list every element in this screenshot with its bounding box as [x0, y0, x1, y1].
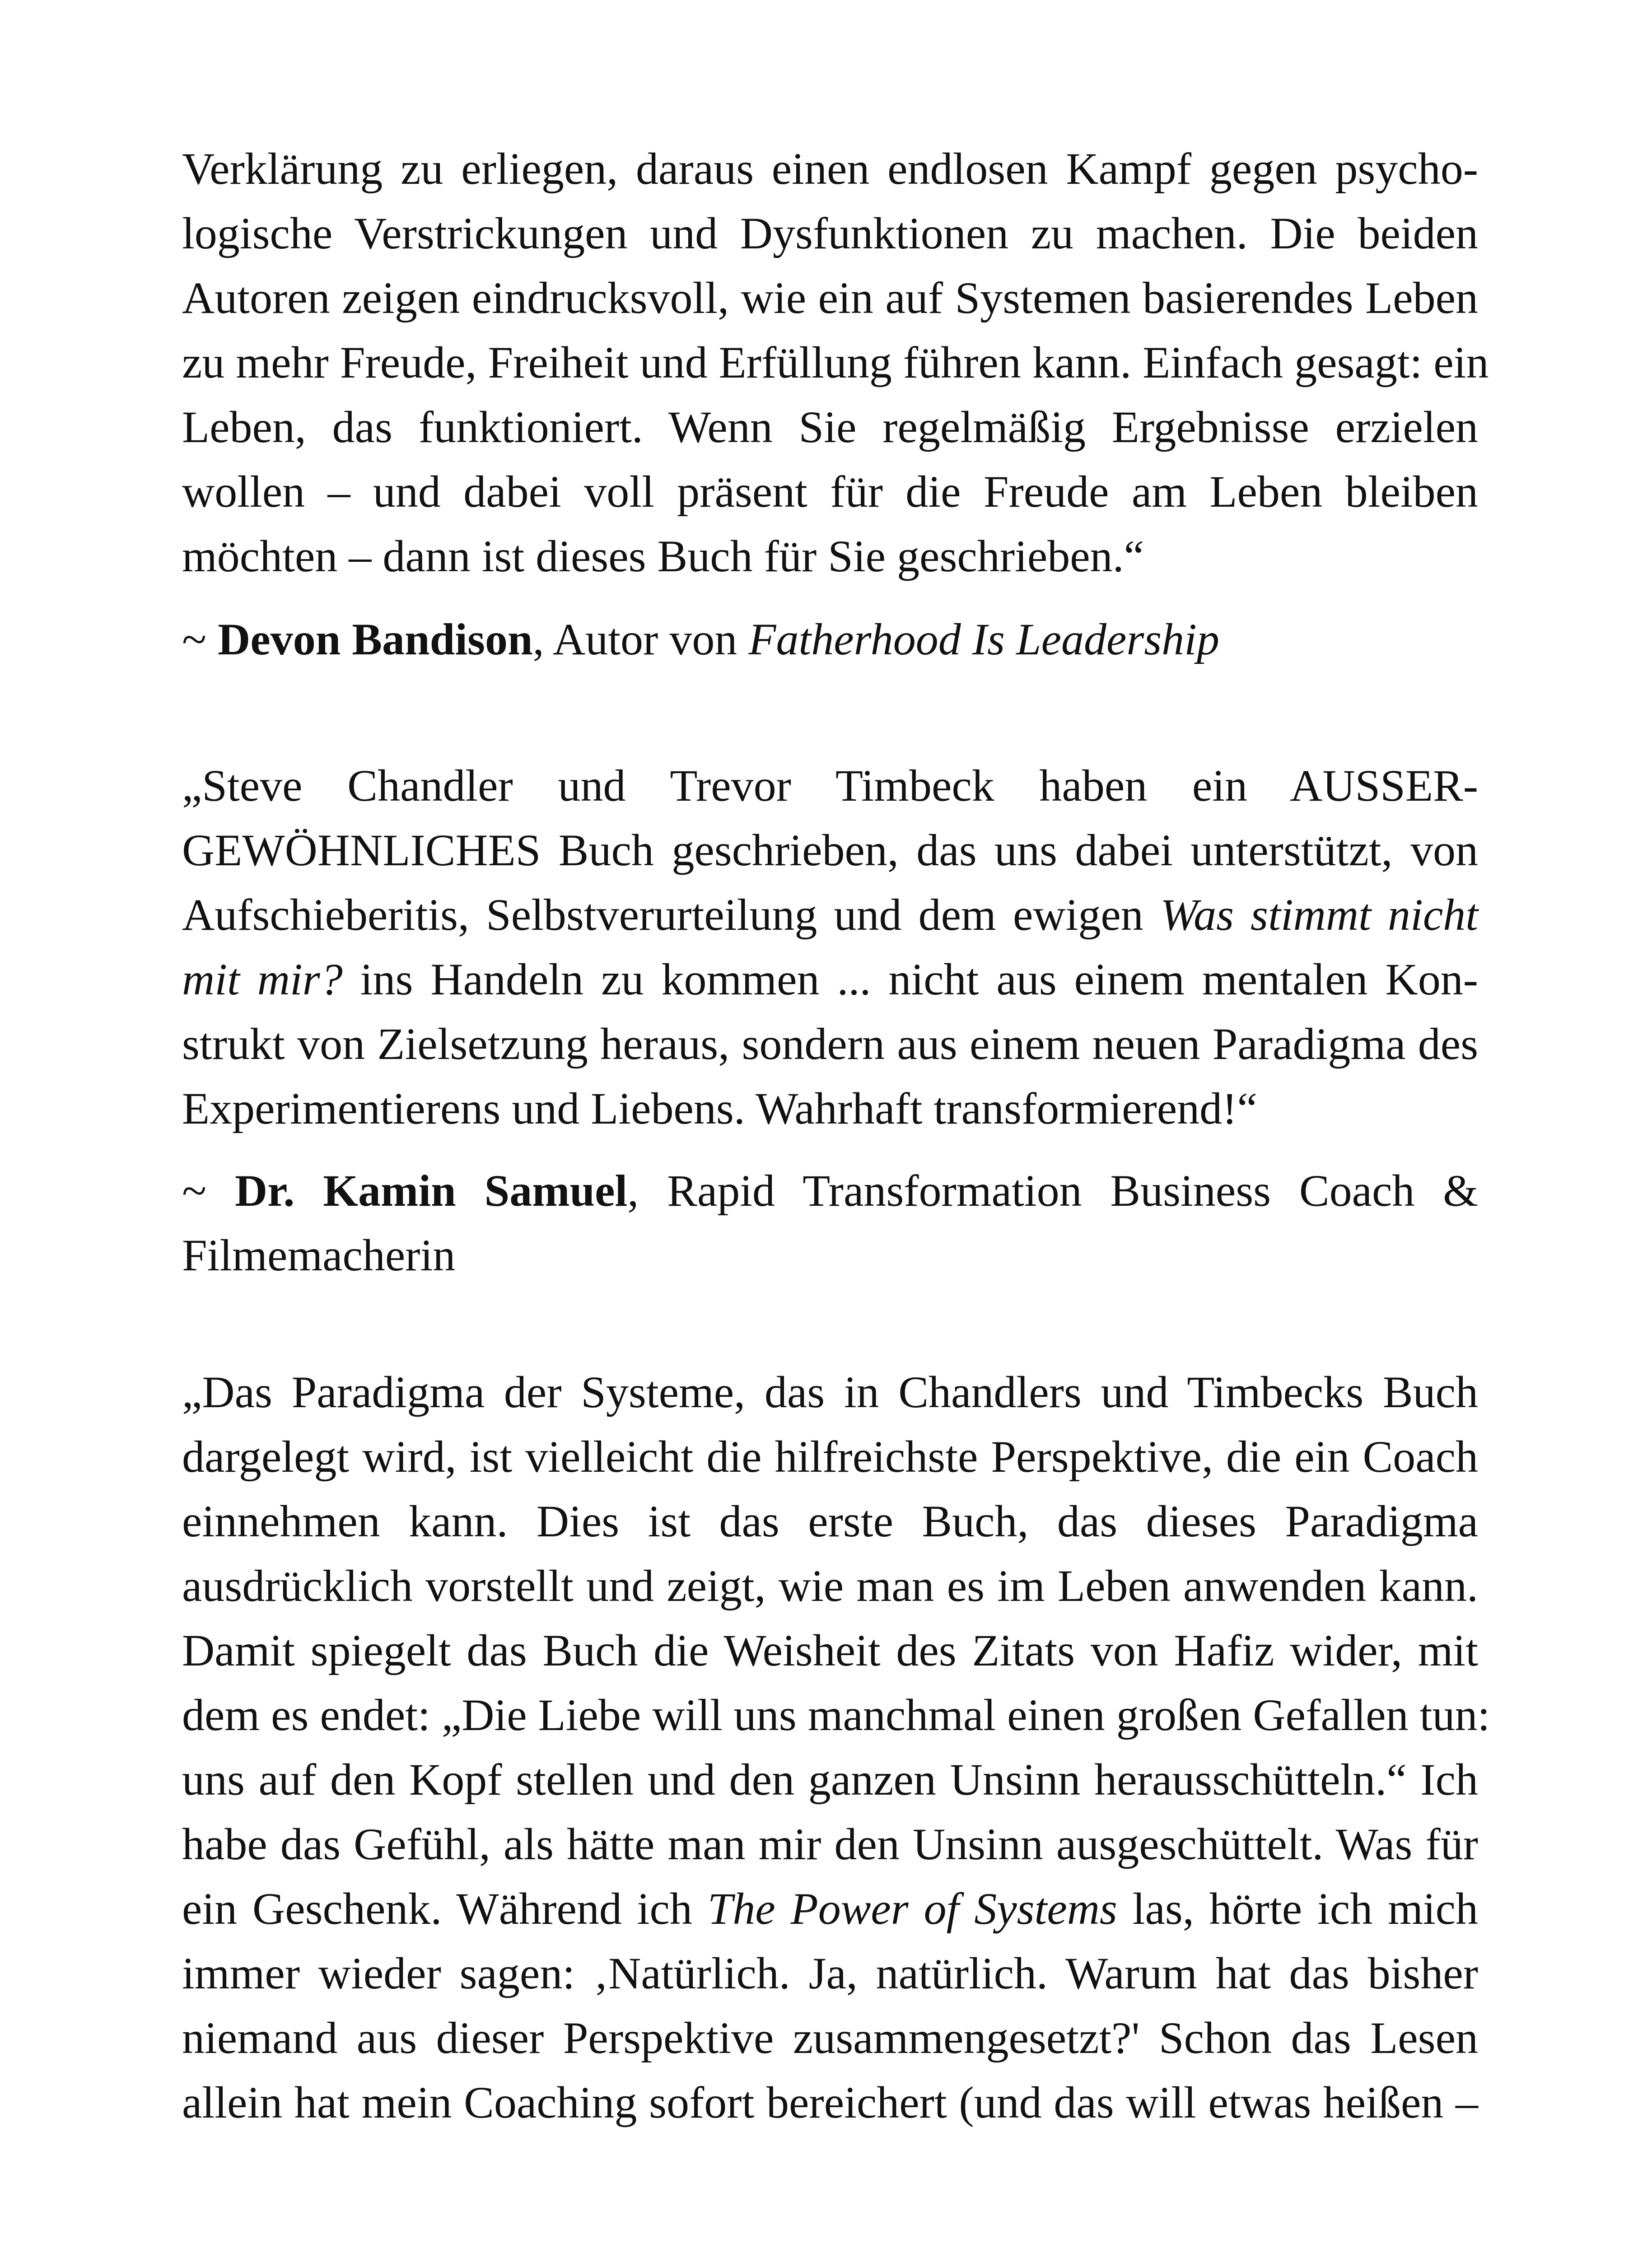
quote-text: las, hörte ich mich: [1117, 1884, 1479, 1934]
attribution-line: [182, 607, 1478, 672]
quote-line: zu mehr Freude, Freiheit und Erfüllung führen kann. Einfach gesagt: ein: [182, 337, 1489, 387]
attribution-2: [182, 1158, 1478, 1288]
author-role: , Autor von: [532, 614, 749, 664]
attribution-line: [182, 1158, 1478, 1223]
quote-text: ins Handeln zu kommen ... nicht aus einem mentalen Kon-: [342, 954, 1479, 1004]
book-title: Fatherhood Is Leadership: [748, 614, 1219, 664]
quote-line: habe das Gefühl, als hätte man mir den Unsinn ausgeschüttelt. Was für: [182, 1819, 1478, 1869]
testimonial-quote-3: [182, 1360, 1490, 2135]
quote-line: [182, 882, 1478, 947]
quote-line: wollen – und dabei voll präsent für die Freude am Leben bleiben: [182, 467, 1478, 517]
quote-line: Damit spiegelt das Buch die Weisheit des Zitats von Hafiz wider, mit: [182, 1625, 1478, 1675]
quote-line: uns auf den Kopf stellen und den ganzen Unsinn herausschütteln.“ Ich: [182, 1754, 1478, 1805]
author-name: Dr. Kamin Samuel: [234, 1166, 628, 1216]
quote-emphasis: Was stimmt nicht: [1160, 890, 1479, 940]
testimonial-quote-1: [182, 136, 1489, 588]
quote-line: möchten – dann ist dieses Buch für Sie geschrieben.“: [182, 531, 1144, 581]
quote-line: ausdrücklich vorstellt und zeigt, wie man es im Leben anwenden kann.: [182, 1561, 1478, 1611]
quote-line: niemand aus dieser Perspektive zusammengesetzt?' Schon das Lesen: [182, 2013, 1478, 2063]
quote-line: [182, 1876, 1478, 1941]
attribution-line: Filmemacherin: [182, 1230, 456, 1280]
quote-line: strukt von Zielsetzung heraus, sondern aus einem neuen Paradigma des: [182, 1019, 1478, 1069]
quote-line: Verklärung zu erliegen, daraus einen endlosen Kampf gegen psycho-: [182, 144, 1478, 194]
quote-line: „Steve Chandler und Trevor Timbeck haben ein AUSSER-: [182, 760, 1478, 811]
author-name: Devon Bandison: [218, 614, 533, 664]
quote-line: [182, 947, 1478, 1012]
quote-text: Aufschieberitis, Selbstverurteilung und dem ewigen: [182, 890, 1160, 940]
quote-line: dargelegt wird, ist vielleicht die hilfreichste Perspektive, die ein Coach: [182, 1432, 1478, 1482]
quote-line: dem es endet: „Die Liebe will uns manchmal einen großen Gefallen tun:: [182, 1690, 1490, 1740]
quote-line: Leben, das funktioniert. Wenn Sie regelmäßig Ergebnisse erzielen: [182, 402, 1478, 452]
quote-line: GEWÖHNLICHES Buch geschrieben, das uns dabei unterstützt, von: [182, 825, 1478, 875]
quote-emphasis: mit mir?: [182, 954, 343, 1004]
quote-line: Autoren zeigen eindrucksvoll, wie ein auf Systemen basierendes Leben: [182, 273, 1478, 323]
quote-line: einnehmen kann. Dies ist das erste Buch, das dieses Paradigma: [182, 1496, 1478, 1546]
quote-line: Experimentierens und Liebens. Wahrhaft transformierend!“: [182, 1083, 1257, 1134]
attribution-prefix: ~: [182, 1166, 235, 1216]
quote-line: allein hat mein Coaching sofort bereichert (und das will etwas heißen –: [182, 2077, 1478, 2127]
book-title: The Power of Systems: [707, 1884, 1117, 1934]
testimonial-quote-2: [182, 753, 1478, 1141]
quote-line: logische Verstrickungen und Dysfunktionen zu machen. Die beiden: [182, 208, 1478, 258]
attribution-prefix: ~: [182, 614, 218, 664]
quote-text: ein Geschenk. Während ich: [182, 1884, 708, 1934]
attribution-1: [182, 607, 1478, 672]
quote-line: „Das Paradigma der Systeme, das in Chandlers und Timbecks Buch: [182, 1367, 1478, 1417]
quote-line: immer wieder sagen: ‚Natürlich. Ja, natürlich. Warum hat das bisher: [182, 1948, 1478, 1998]
author-role: , Rapid Transformation Business Coach &: [627, 1166, 1479, 1216]
